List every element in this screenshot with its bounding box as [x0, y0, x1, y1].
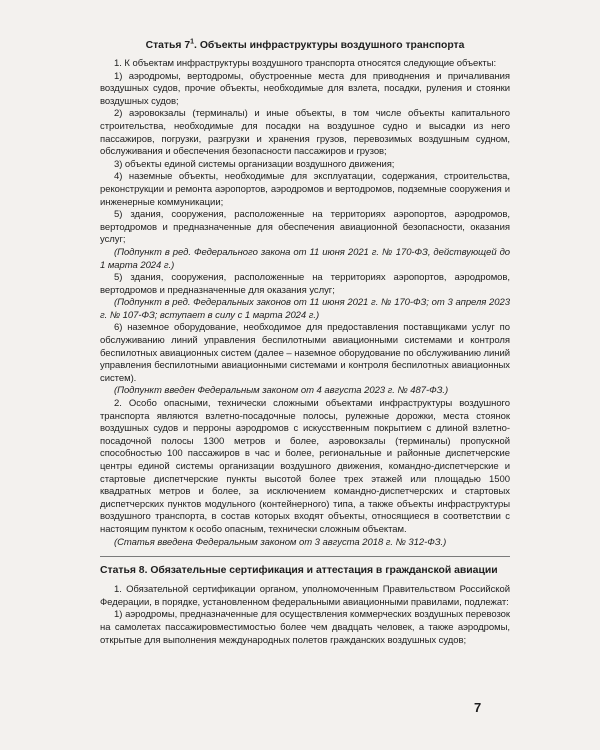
paragraph: 6) наземное оборудование, необходимое для предоставления поставщиками услуг по обслуживанию линий управления беспилотными авиационными системами и контроля беспилотных авиационных систем (далее – наземное оборудование по обслуживанию линий управления беспилотными авиационными системами и контроля беспилотных авиационных систем).	[100, 322, 510, 384]
section-divider	[100, 556, 510, 557]
article-7-title-superscript: 1	[190, 38, 195, 46]
amendment-note: (Статья введена Федеральным законом от 3 августа 2018 г. № 312-ФЗ.)	[114, 536, 447, 548]
page-number: 7	[474, 700, 482, 715]
paragraph: 1) аэродромы, предназначенные для осуществления коммерческих воздушных перевозок на самолетах пассажировместимостью более чем двадцать человек, а также аэродромы, открытые для выполнения международных полетов гражданских воздушных судов;	[100, 609, 510, 646]
article-7-body	[100, 58, 510, 549]
paragraph: 1. Обязательной сертификации органом, уполномоченным Правительством Российской Федерации, в порядке, установленном федеральными авиационными правилами, подлежат:	[100, 584, 510, 608]
article-7-title	[100, 40, 510, 52]
article-7-title-text: . Объекты инфраструктуры воздушного транспорта	[194, 40, 465, 51]
page-content	[100, 40, 510, 647]
amendment-note: (Подпункт введен Федеральным законом от 4 августа 2023 г. № 487-ФЗ.)	[114, 385, 449, 397]
paragraph: 5) здания, сооружения, расположенные на территориях аэропортов, аэродромов, вертодромов и предназначенные для обеспечения авиационной безопасности, оказания услуг;	[100, 209, 510, 246]
paragraph: 2) аэровокзалы (терминалы) и иные объекты, в том числе объекты капитального строительства, необходимые для посадки на воздушное судно и высадки из него пассажиров, погрузки, разгрузки и хранения грузов, перевозимых воздушным судном, обслуживания и обеспечения безопасности пассажиров и грузов;	[100, 108, 510, 158]
paragraph: 2. Особо опасными, технически сложными объектами инфраструктуры воздушного транспорта являются взлетно-посадочные полосы, рулежные дорожки, места стоянок воздушных судов и перроны аэродромов с искусственным покрытием с длиной взлетно-посадочной полосы 1300 метров и более, аэровокзалы (терминалы) пропускной способностью 100 пассажиров в час и более, региональные и районные диспетчерские центры единой системы организации воздушного движения, командно-диспетчерские и стартовые диспетчерские пункты высотой более трех этажей или площадью 1500 квадратных метров и более, за исключением командно-диспетчерских и стартовых диспетчерских пунктов модульного (контейнерного) типа, а также объекты инфраструктуры воздушного транспорта, в состав которых входят объекты, относящиеся в соответствии с настоящим пунктом к особо опасным, технически сложным объектам.	[100, 398, 510, 535]
paragraph: 1. К объектам инфраструктуры воздушного транспорта относятся следующие объекты:	[114, 58, 497, 69]
paragraph: 3) объекты единой системы организации воздушного движения;	[114, 158, 395, 170]
paragraph: 1) аэродромы, вертодромы, обустроенные места для приводнения и причаливания воздушных судов, прочие объекты, необходимые для взлета, посадки, руления и стоянки воздушных судов;	[100, 70, 510, 107]
article-8-title: Статья 8. Обязательные сертификация и аттестация в гражданской авиации	[100, 565, 498, 577]
article-7-title-prefix: Статья 7	[145, 40, 191, 51]
amendment-note: (Подпункт в ред. Федерального закона от 11 июня 2021 г. № 170-ФЗ, действующей до 1 марта 2024 г.)	[100, 246, 510, 271]
article-8-body	[100, 584, 510, 647]
paragraph: 4) наземные объекты, необходимые для эксплуатации, содержания, строительства, реконструкции и ремонта аэропортов, аэродромов и вертодромов, подземные сооружения и инженерные коммуникации;	[100, 171, 510, 208]
amendment-note: (Подпункт в ред. Федеральных законов от 11 июня 2021 г. № 170-ФЗ; от 3 апреля 2023 г. № 107-ФЗ; вступает в силу с 1 марта 2024 г.)	[100, 297, 510, 321]
paragraph: 5) здания, сооружения, расположенные на территориях аэропортов, аэродромов, вертодромов и предназначенные для оказания услуг;	[100, 272, 510, 296]
